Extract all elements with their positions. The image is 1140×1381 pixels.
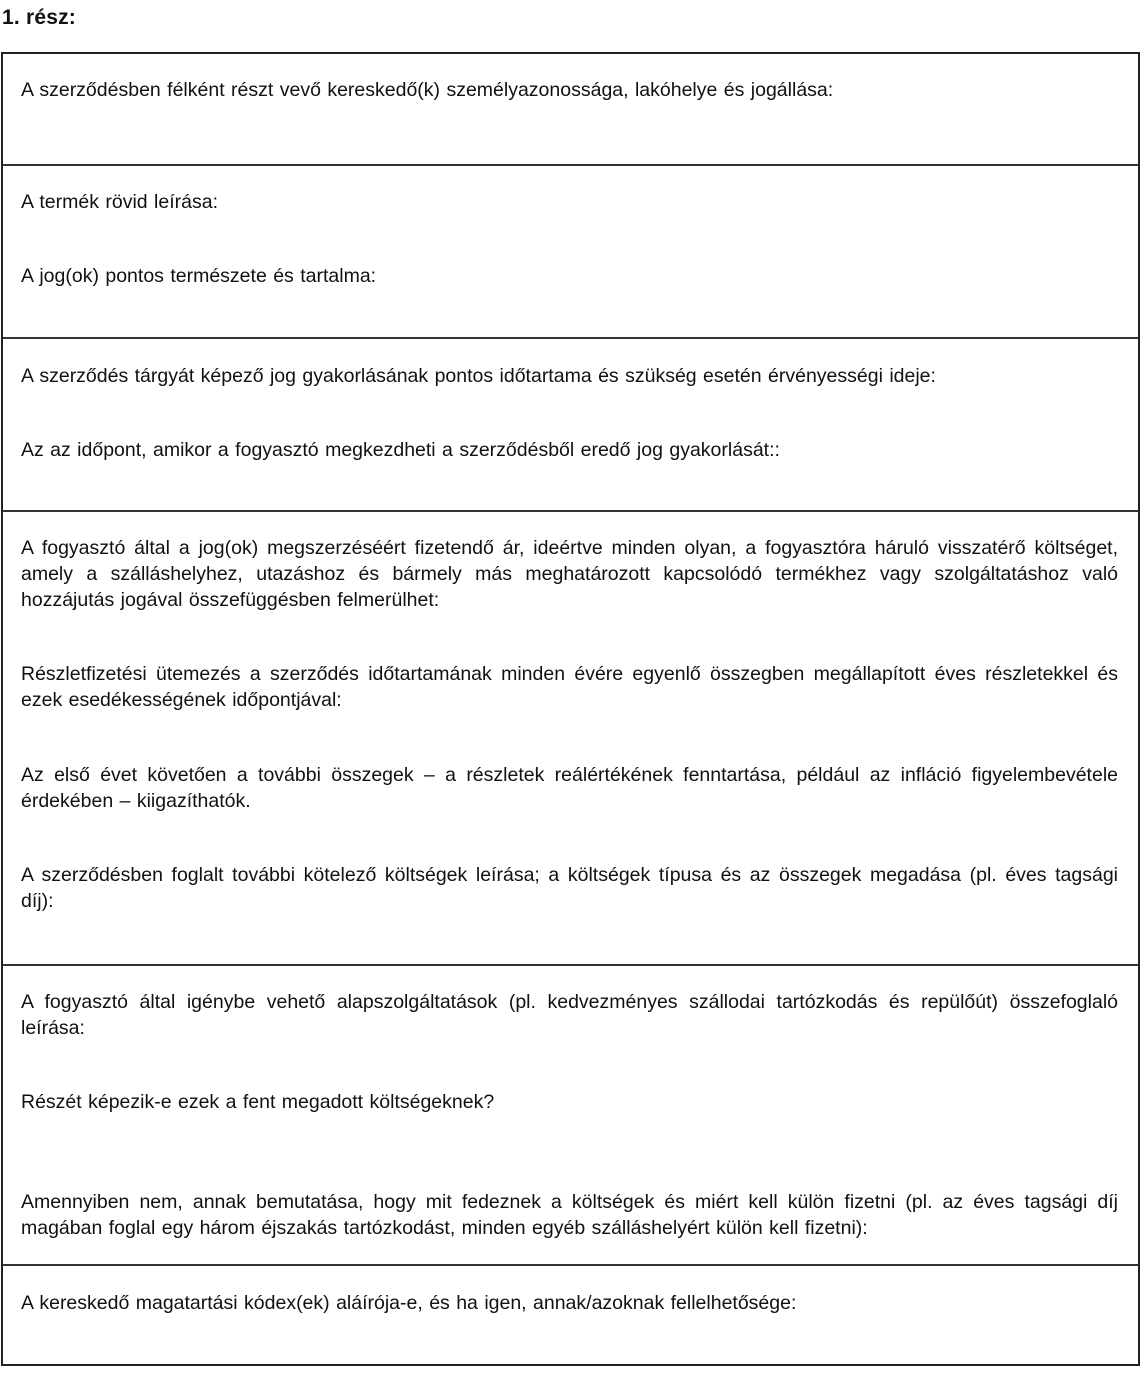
field-product-description: A termék rövid leírása: (21, 191, 218, 213)
field-cost-explanation: Amennyiben nem, annak bemutatása, hogy mit fedeznek a költségek és miért kell külön fizetni (pl. az éves tagsági díj magában foglal egy három éjszakás tartózkodást, minden egyéb szálláshelyért külön kell fizetni): (21, 1191, 1118, 1239)
form-table (1, 52, 1140, 1366)
field-start-date: Az az időpont, amikor a fogyasztó megkezdheti a szerződésből eredő jog gyakorlását:: (21, 439, 780, 461)
section-services (3, 964, 1138, 1264)
field-basic-services: A fogyasztó által igénybe vehető alapszolgáltatások (pl. kedvezményes szállodai tartózkodás és repülőút) összefoglaló leírása: (21, 991, 1118, 1039)
section-trader-identity (3, 54, 1138, 164)
field-installment-schedule: Részletfizetési ütemezés a szerződés időtartamának minden évére egyenlő összegben megállapított éves részletekkel és ezek esedékességének időpontjával: (21, 663, 1118, 711)
field-price: A fogyasztó által a jog(ok) megszerzéséért fizetendő ár, ideértve minden olyan, a fogyasztóra háruló visszatérő költséget, amely a szálláshelyhez, utazáshoz és bármely más meghatározott kapcsolódó termékhez vagy szolgáltatáshoz való hozzájutás jogával összefüggésben felmerülhet: (21, 537, 1118, 611)
section-duration (3, 337, 1138, 510)
field-rights-nature: A jog(ok) pontos természete és tartalma: (21, 265, 377, 287)
section-costs (3, 510, 1138, 964)
field-trader-identity: A szerződésben félként részt vevő kereskedő(k) személyazonossága, lakóhelye és jogállása: (21, 79, 834, 101)
field-right-duration: A szerződés tárgyát képező jog gyakorlásának pontos időtartama és szükség esetén érvényességi ideje: (21, 365, 936, 387)
field-additional-costs: A szerződésben foglalt további kötelező költségek leírása; a költségek típusa és az összegek megadása (pl. éves tagsági díj): (21, 864, 1118, 912)
field-included-question: Részét képezik-e ezek a fent megadott költségeknek? (21, 1091, 495, 1113)
section-code-of-conduct (3, 1264, 1138, 1364)
part-title: 1. rész: (2, 6, 76, 29)
field-code-of-conduct: A kereskedő magatartási kódex(ek) aláírója-e, és ha igen, annak/azoknak fellelhetősége: (21, 1292, 797, 1314)
field-adjustment-note: Az első évet követően a további összegek – a részletek reálértékének fenntartása, például az infláció figyelembevétele érdekében – kiigazíthatók. (21, 764, 1118, 812)
section-product (3, 164, 1138, 337)
